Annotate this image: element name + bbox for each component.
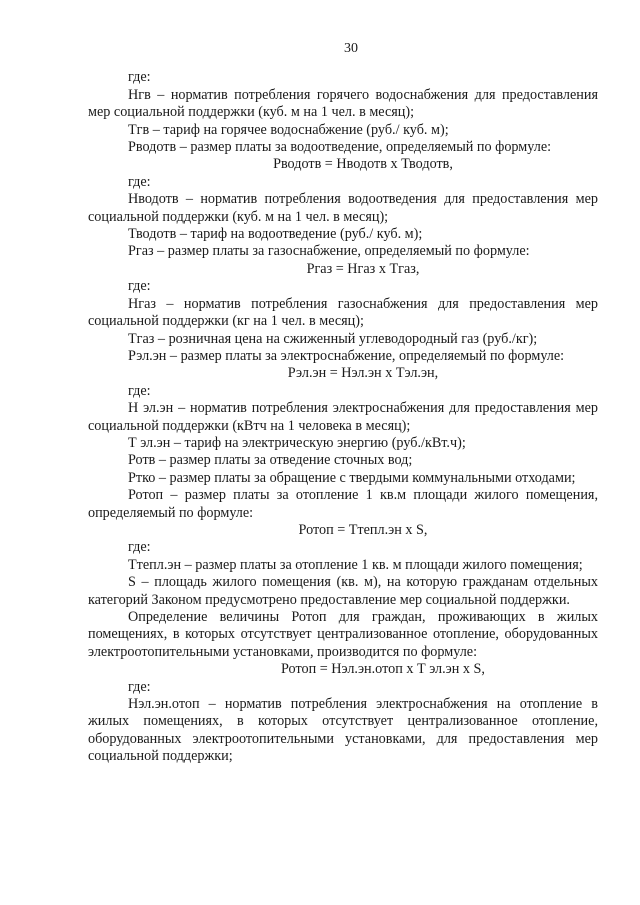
definition-rotop: Ротоп – размер платы за отопление 1 кв.м площади жилого помещения, определяемый по формуле: [88, 487, 598, 521]
definition-nel-otop: Нэл.эн.отоп – норматив потребления электроснабжения на отопление в жилых помещениях, в которых отсутствует централизованное отопление, оборудованных электроотопительными установками, для предоставления мер социальной поддержки; [88, 696, 598, 765]
definition-ttepl: Ттепл.эн – размер платы за отопление 1 кв. м площади жилого помещения; [128, 556, 583, 573]
definition-rel: Рэл.эн – размер платы за электроснабжение, определяемый по формуле: [128, 347, 565, 364]
where-label: где: [128, 678, 151, 695]
definition-tgv: Тгв – тариф на горячее водоснабжение (руб./ куб. м); [128, 121, 449, 138]
definition-nel: Н эл.эн – норматив потребления электроснабжения для предоставления мер социальной поддержки (кВтч на 1 человека в месяц); [88, 400, 598, 434]
where-label: где: [128, 539, 151, 556]
definition-nvodotv: Нводотв – норматив потребления водоотведения для предоставления мер социальной поддержки (куб. м на 1 чел. в месяц); [88, 191, 598, 225]
formula-rotop-electric: Ротоп = Нэл.эн.отоп х Т эл.эн х S, [281, 661, 485, 678]
definition-tgaz: Тгаз – розничная цена на сжиженный углеводородный газ (руб./кг); [128, 330, 538, 347]
formula-rgaz: Ргаз = Нгаз х Тгаз, [306, 260, 420, 277]
definition-rotv: Ротв – размер платы за отведение сточных вод; [128, 452, 413, 469]
page-number: 30 [344, 41, 358, 56]
formula-rotop: Ротоп = Ттепл.эн х S, [298, 521, 428, 538]
where-label: где: [128, 278, 151, 295]
definition-rgaz: Ргаз – размер платы за газоснабжение, определяемый по формуле: [128, 243, 530, 260]
where-label: где: [128, 173, 151, 190]
definition-rvodotv: Рводотв – размер платы за водоотведение, определяемый по формуле: [128, 139, 552, 156]
definition-ngaz: Нгаз – норматив потребления газоснабжения для предоставления мер социальной поддержки (кг на 1 чел. в месяц); [88, 295, 598, 330]
where-label: где: [128, 69, 151, 86]
where-label: где: [128, 382, 151, 399]
definition-rtko: Ртко – размер платы за обращение с твердыми коммунальными отходами; [128, 469, 576, 486]
definition-tel: Т эл.эн – тариф на электрическую энергию (руб./кВт.ч); [128, 434, 466, 451]
formula-rel: Рэл.эн = Нэл.эн х Тэл.эн, [287, 365, 439, 382]
definition-s: S – площадь жилого помещения (кв. м), на которую гражданам отдельных категорий Законом предусмотрено предоставление мер социальной поддержки. [88, 574, 598, 608]
definition-tvodotv: Тводотв – тариф на водоотведение (руб./ куб. м); [128, 226, 423, 243]
paragraph-rotop-electric: Определение величины Ротоп для граждан, проживающих в жилых помещениях, в которых отсутствует централизованное отопление, оборудованных электроотопительными установками, производится по формуле: [88, 609, 598, 660]
definition-ngv: Нгв – норматив потребления горячего водоснабжения для предоставления мер социальной поддержки (куб. м на 1 чел. в месяц); [88, 86, 598, 121]
formula-rvodotv: Рводотв = Нводотв х Тводотв, [273, 156, 453, 173]
